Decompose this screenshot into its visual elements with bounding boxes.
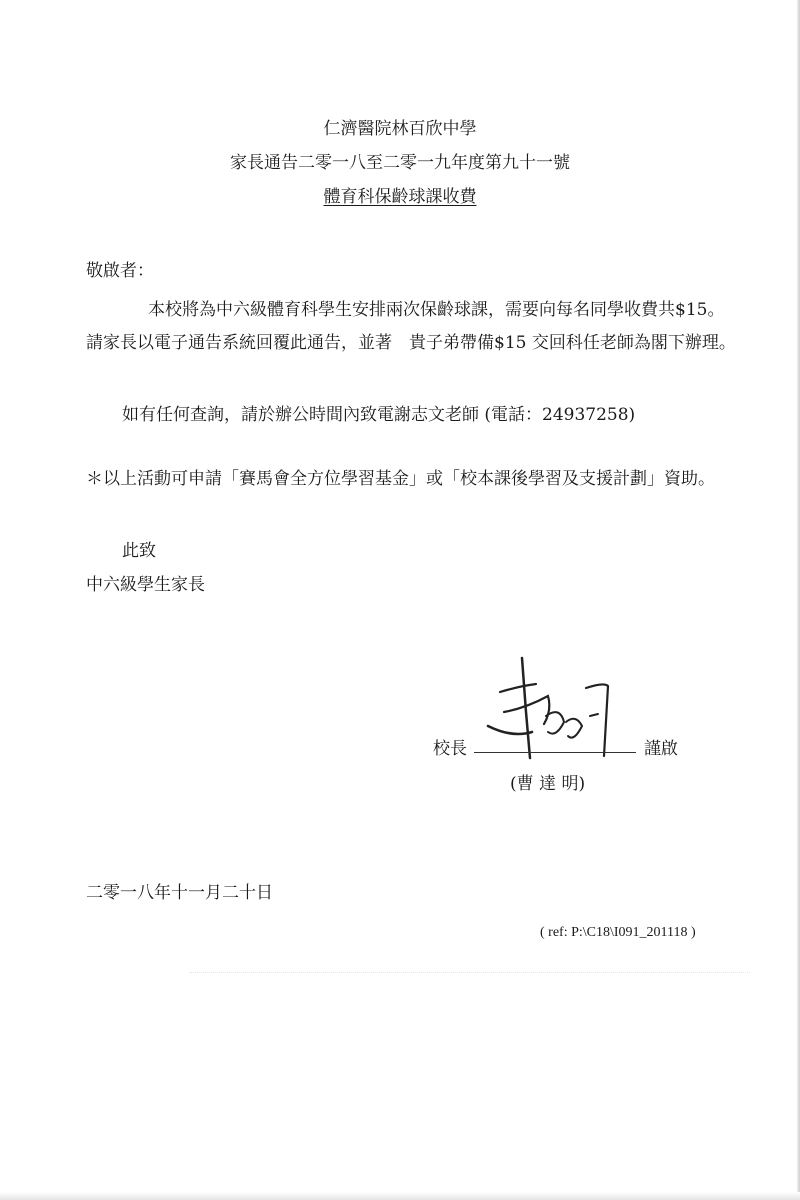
notice-date: 二零一八年十一月二十日 (86, 883, 273, 903)
notice-subject-text: 體育科保齡球課收費 (323, 187, 477, 207)
closing-regards: 此致 (122, 541, 156, 561)
reference-code: ( ref: P:\C18\I091_201118 ) (540, 925, 696, 940)
respectfully-yours: 謹啟 (644, 739, 678, 759)
signature-line (474, 752, 636, 753)
salutation: 敬啟者： (86, 261, 154, 281)
closing-recipient: 中六級學生家長 (86, 575, 205, 595)
principal-signature-image (486, 652, 636, 762)
paragraph-1-line-2: 請家長以電子通告系統回覆此通告，並著 貴子弟帶備$15 交回科任老師為閣下辦理。 (86, 333, 736, 353)
scan-bottom-shadow (0, 1192, 800, 1200)
school-name: 仁濟醫院林百欣中學 (323, 119, 477, 139)
inquiry-line: 如有任何查詢，請於辦公時間內致電謝志文老師 (電話：24937258) (122, 405, 636, 425)
notice-number: 家長通告二零一八至二零一九年度第九十一號 (230, 153, 570, 173)
principal-title: 校長 (433, 739, 467, 759)
paragraph-1-line-1: 本校將為中六級體育科學生安排兩次保齡球課，需要向每名同學收費共$15。 (148, 300, 725, 320)
funding-note: ＊以上活動可申請「賽馬會全方位學習基金」或「校本課後學習及支援計劃」資助。 (86, 469, 715, 489)
principal-name: (曹 達 明) (510, 774, 586, 794)
scan-artifact-rule (190, 972, 750, 973)
notice-subject (0, 186, 800, 208)
